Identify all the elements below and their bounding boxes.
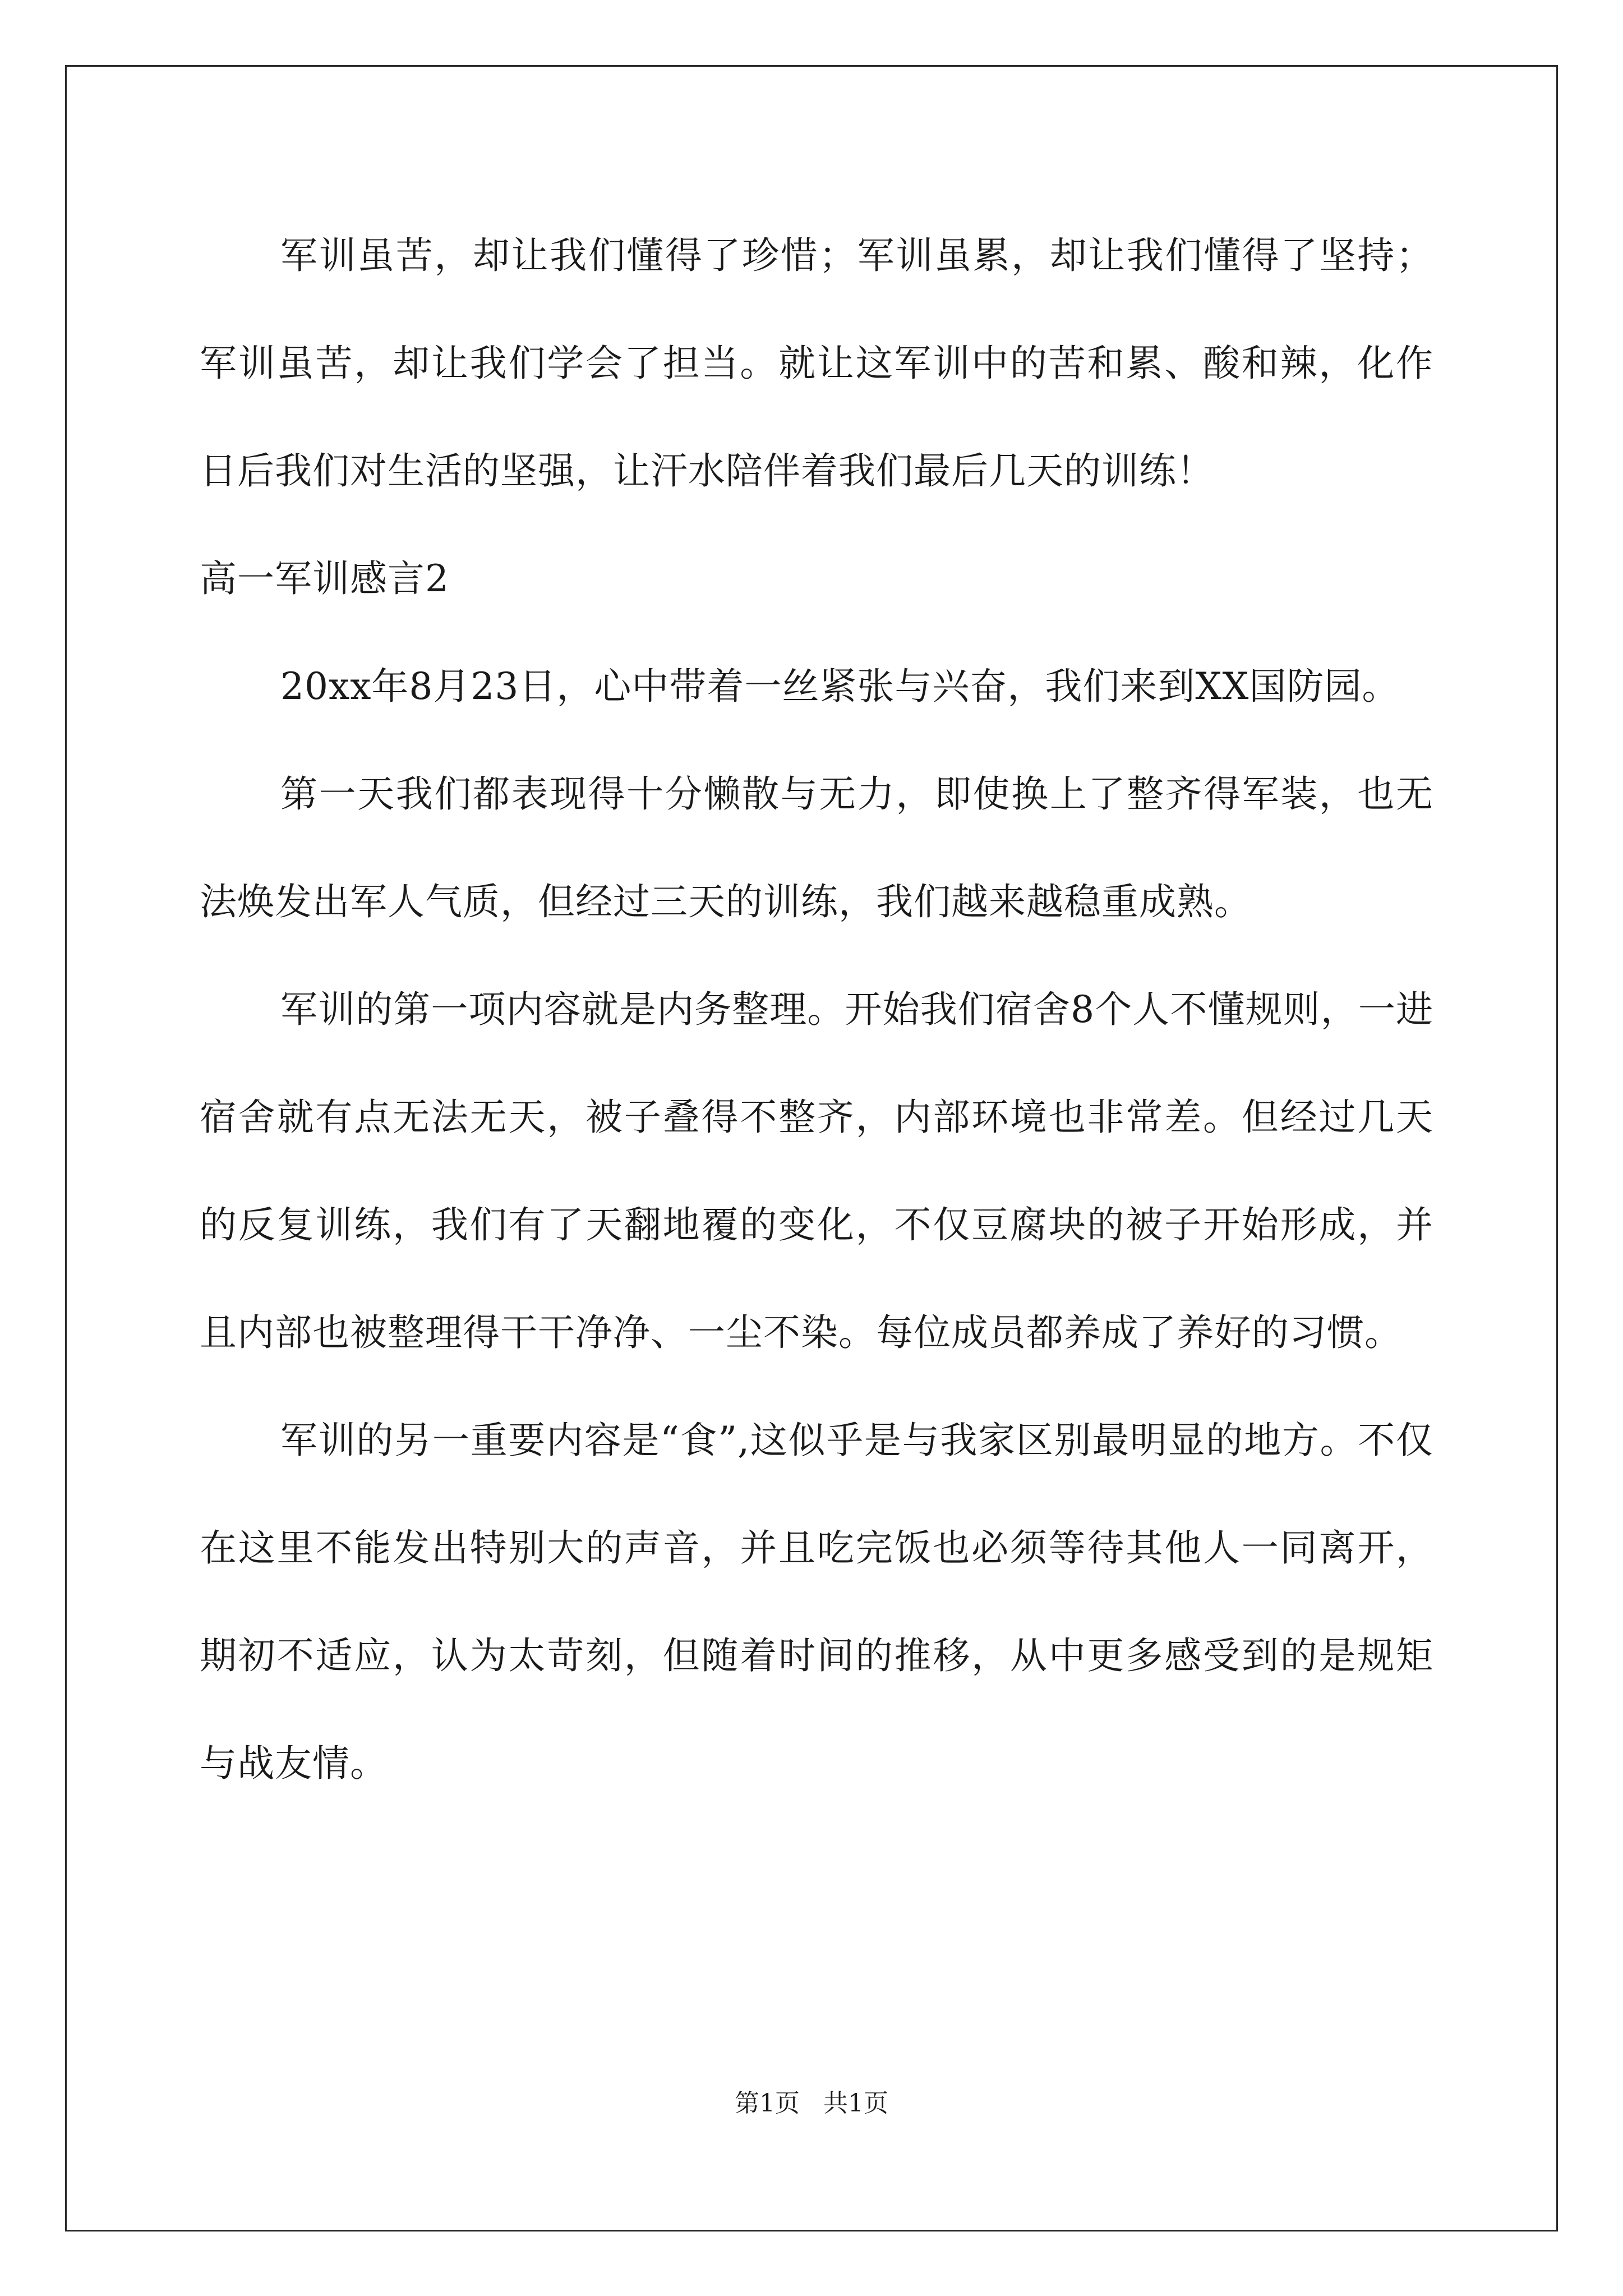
- paragraph-meals: 军训的另一重要内容是“食”,这似乎是与我家区别最明显的地方。不仅在这里不能发出特别大的声音，并且吃完饭也必须等待其他人一同离开，期初不适应，认为太苛刻，但随着时间的推移，从中更多感受到的是规矩与战友情。: [200, 1419, 1433, 1785]
- paragraph-intro: 军训虽苦，却让我们懂得了珍惜；军训虽累，却让我们懂得了坚持；军训虽苦，却让我们学会了担当。就让这军训中的苦和累、酸和辣，化作日后我们对生活的坚强，让汗水陪伴着我们最后几天的训练！: [200, 234, 1433, 493]
- page-footer: [0, 2087, 1623, 2120]
- paragraph-dormitory: 军训的第一项内容就是内务整理。开始我们宿舍8个人不懂规则，一进宿舍就有点无法无天，被子叠得不整齐，内部环境也非常差。但经过几天的反复训练，我们有了天翻地覆的变化，不仅豆腐块的被子开始形成，并且内部也被整理得干干净净、一尘不染。每位成员都养成了养好的习惯。: [200, 988, 1433, 1354]
- section-heading: 高一军训感言2: [200, 557, 449, 600]
- paragraph-first-day: 第一天我们都表现得十分懒散与无力，即使换上了整齐得军装，也无法焕发出军人气质，但经过三天的训练，我们越来越稳重成熟。: [200, 772, 1433, 923]
- document-body: [200, 202, 1433, 1818]
- page-number: 第1页: [735, 2089, 800, 2118]
- page-total: 共1页: [823, 2089, 888, 2118]
- paragraph-arrival: 20xx年8月23日，心中带着一丝紧张与兴奋，我们来到XX国防园。: [280, 665, 1400, 708]
